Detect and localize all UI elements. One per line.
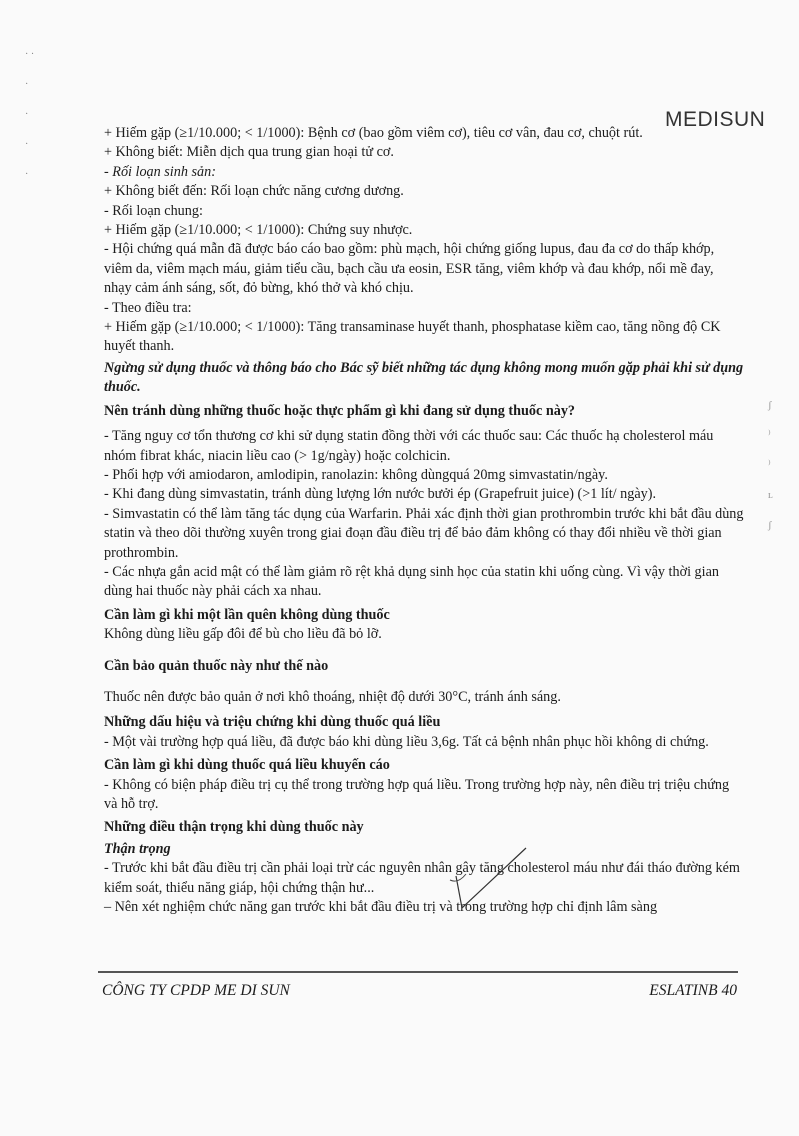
footer-rule — [98, 971, 738, 973]
document-line: - Theo điều tra: — [104, 299, 192, 316]
handwritten-mark — [448, 846, 538, 916]
document-line: - Khi đang dùng simvastatin, tránh dùng lượng lớn nước bưởi ép (Grapefruit juice) (>1 lít/ ngày). — [104, 486, 657, 503]
medisun-logo: MEDISUN — [665, 108, 766, 131]
document-line: - Các nhựa gắn acid mật có thể làm giảm rõ rệt khả dụng sinh học của statin khi uống cùng. Vì vậy thời gian dùng hai thuốc này phải cách xa nhau. — [104, 563, 719, 600]
document-line: Cần làm gì khi dùng thuốc quá liều khuyến cáo — [104, 757, 390, 774]
document-line: - Không có biện pháp điều trị cụ thể trong trường hợp quá liều. Trong trường hợp này, nên điều trị triệu chứng và hỗ trợ. — [104, 776, 730, 812]
footer-company: CÔNG TY CPDP ME DI SUN — [102, 982, 290, 999]
document-line: - Một vài trường hợp quá liều, đã được báo khi dùng liều 3,6g. Tất cả bệnh nhân phục hồi không di chứng. — [104, 733, 709, 750]
document-line: - Tăng nguy cơ tổn thương cơ khi sử dụng statin đồng thời với các thuốc sau: Các thuốc hạ cholesterol máu nhóm fibrat khác, niacin liều cao (> 1g/ngày) hoặc colchicin. — [104, 428, 714, 464]
document-line: Thận trọng — [104, 840, 171, 857]
document-line: - Phối hợp với amiodaron, amlodipin, ranolazin: không dùngquá 20mg simvastatin/ngày. — [104, 466, 608, 483]
document-line: + Hiếm gặp (≥1/10.000; < 1/1000): Chứng suy nhược. — [104, 222, 413, 239]
document-line: - Rối loạn sinh sản: — [104, 163, 216, 180]
document-line: Những điều thận trọng khi dùng thuốc này — [104, 819, 364, 836]
document-body — [104, 124, 744, 917]
document-line: Cần bảo quản thuốc này như thế nào — [104, 657, 329, 674]
document-line: – Nên xét nghiệm chức năng gan trước khi bắt đầu điều trị và trong trường hợp chỉ định lâm sàng — [104, 899, 658, 916]
document-line: Ngừng sử dụng thuốc và thông báo cho Bác sỹ biết những tác dụng không mong muốn gặp phải khi sử dụng thuốc. — [104, 359, 744, 396]
document-line: Nên tránh dùng những thuốc hoặc thực phẩm gì khi đang sử dụng thuốc này? — [104, 402, 576, 419]
margin-marks: ʃ ⁾ ⁾ ʟ ʃ — [768, 399, 773, 531]
document-line: + Không biết đến: Rối loạn chức năng cương dương. — [104, 183, 404, 200]
document-line: Thuốc nên được bảo quản ở nơi khô thoáng, nhiệt độ dưới 30°C, tránh ánh sáng. — [104, 688, 561, 705]
footer-product-code: ESLATINB 40 — [649, 982, 737, 999]
document-line: - Simvastatin có thể làm tăng tác dụng của Warfarin. Phải xác định thời gian prothrombin trước khi bắt đầu dùng statin và theo dõi thường xuyên trong giai đoạn đầu điều trị để bảo đảm không có thay đổi nhiều về thời gian prothrombin. — [104, 505, 744, 561]
document-line: - Hội chứng quá mẫn đã được báo cáo bao gồm: phù mạch, hội chứng giống lupus, đau đa cơ do thấp khớp, viêm da, viêm mạch máu, giảm tiểu cầu, bạch cầu ưa eosin, ESR tăng, viêm khớp và đau khớp, nổi mề đay, nhạy cảm ánh sáng, sốt, đỏ bừng, khó thở và khó chịu. — [104, 241, 715, 297]
document-line: Những dấu hiệu và triệu chứng khi dùng thuốc quá liều — [104, 714, 441, 731]
document-line: + Hiếm gặp (≥1/10.000; < 1/1000): Tăng transaminase huyết thanh, phosphatase kiềm cao, tăng nồng độ CK huyết thanh. — [104, 319, 721, 355]
document-line: Không dùng liều gấp đôi để bù cho liều đã bỏ lỡ. — [104, 626, 382, 643]
margin-dots: · · · · · · — [25, 49, 35, 180]
document-line: - Trước khi bắt đầu điều trị cần phải loại trừ các nguyên nhân gây tăng cholesterol máu như đái tháo đường kém kiểm soát, thiểu năng giáp, hội chứng thận hư... — [104, 860, 740, 896]
document-line: - Rối loạn chung: — [104, 202, 203, 219]
document-line: Cần làm gì khi một lần quên không dùng thuốc — [104, 606, 390, 623]
document-line: + Hiếm gặp (≥1/10.000; < 1/1000): Bệnh cơ (bao gồm viêm cơ), tiêu cơ vân, đau cơ, chuột rút. — [104, 125, 643, 141]
document-line: + Không biết: Miễn dịch qua trung gian hoại tử cơ. — [104, 144, 394, 161]
